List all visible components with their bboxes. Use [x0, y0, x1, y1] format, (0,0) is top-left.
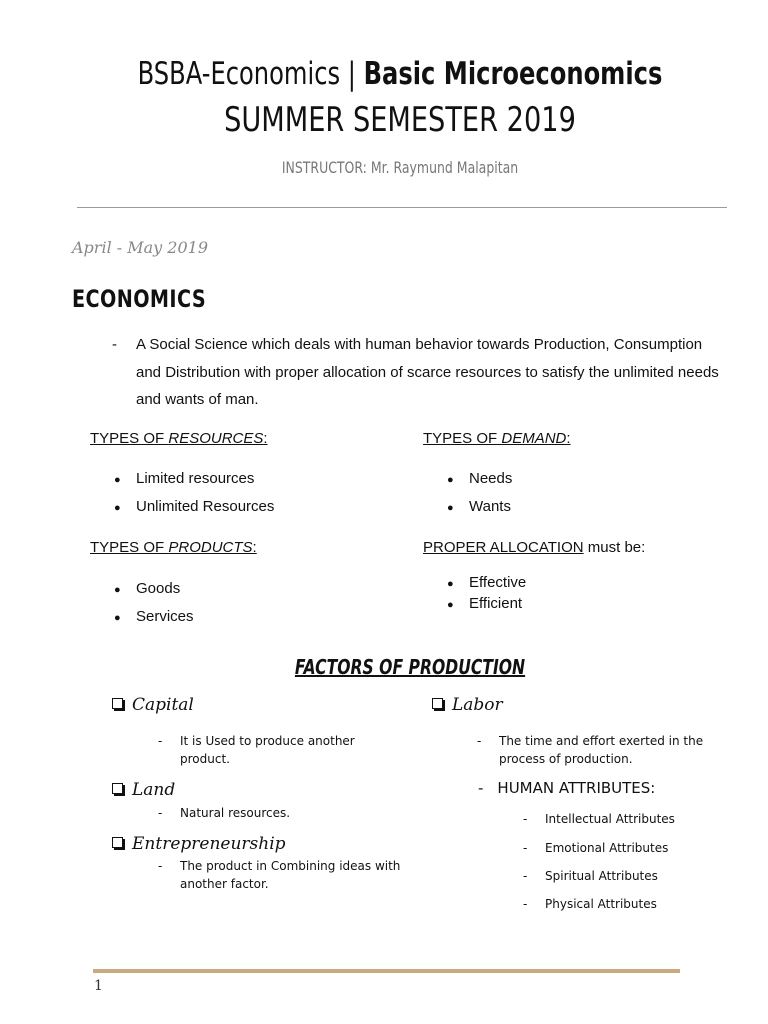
bullet-icon: ● — [114, 612, 121, 624]
bullet-icon: ● — [447, 599, 454, 611]
bullet-icon: ● — [447, 578, 454, 590]
attribute-item — [523, 867, 743, 885]
demand-label-suffix: : — [566, 430, 571, 447]
capital-desc — [158, 732, 398, 768]
course-title-prefix: BSBA-Economics | — [137, 56, 364, 92]
attribute-item — [523, 895, 743, 913]
factor-labor — [432, 695, 503, 715]
header-divider — [77, 207, 727, 208]
allocation-label-underlined: PROPER ALLOCATION — [423, 539, 584, 556]
attr-text: Intellectual Attributes — [545, 812, 675, 826]
allocation-item: Efficient — [469, 595, 523, 612]
attribute-item — [523, 839, 743, 857]
date-range: April - May 2019 — [72, 238, 209, 257]
bullet-icon: ● — [114, 474, 121, 486]
resource-item: Limited resources — [136, 470, 255, 487]
list-item — [447, 595, 523, 612]
bullet-icon: ● — [447, 474, 454, 486]
desc-line: It is Used to produce another — [180, 734, 355, 748]
attr-dash: - — [523, 869, 528, 883]
land-desc — [158, 804, 398, 822]
list-item — [114, 470, 255, 487]
list-item — [447, 498, 511, 515]
demand-item: Wants — [469, 498, 511, 515]
bullet-icon: ● — [114, 502, 121, 514]
desc-line: The product in Combining ideas with — [180, 859, 401, 873]
product-item: Services — [136, 608, 194, 625]
products-label — [90, 539, 257, 556]
attr-dash: - — [523, 897, 528, 911]
definition-text: A Social Science which deals with human behavior towards Production, Consumption and Distribution with proper allocation of scarce resources to satisfy the unlimited needs and wants of man. — [136, 336, 719, 408]
desc-text — [180, 732, 355, 768]
products-label-suffix: : — [252, 539, 257, 556]
factor-capital — [112, 695, 194, 715]
allocation-label-rest: must be: — [583, 539, 646, 556]
course-title — [88, 56, 712, 92]
checkbox-icon — [112, 783, 123, 794]
factor-name: Land — [132, 780, 176, 800]
semester-title: SUMMER SEMESTER 2019 — [224, 100, 576, 140]
desc-text — [180, 857, 400, 893]
desc-text: Natural resources. — [180, 806, 291, 820]
desc-text — [499, 732, 703, 768]
demand-label-prefix: TYPES OF — [423, 430, 502, 447]
page-number: 1 — [94, 978, 103, 994]
attr-dash: - — [523, 841, 528, 855]
definition-dash: - — [112, 336, 117, 353]
desc-line: another factor. — [180, 877, 269, 891]
products-label-em: PRODUCTS — [168, 539, 253, 556]
resources-label-suffix: : — [263, 430, 268, 447]
checkbox-icon — [112, 698, 123, 709]
footer-divider — [93, 969, 680, 973]
list-item — [447, 574, 527, 591]
resource-item: Unlimited Resources — [136, 498, 275, 515]
product-item: Goods — [136, 580, 181, 597]
factor-name: Labor — [452, 695, 503, 715]
list-item — [114, 608, 194, 625]
checkbox-icon — [112, 837, 123, 848]
labor-desc — [477, 732, 737, 768]
list-item — [114, 580, 181, 597]
desc-dash: - — [158, 859, 163, 873]
demand-label — [423, 430, 571, 447]
factor-entrepreneurship — [112, 834, 286, 854]
list-item — [114, 498, 275, 515]
factor-name: Entrepreneurship — [132, 834, 286, 854]
demand-label-em: DEMAND — [501, 430, 567, 447]
desc-line: The time and effort exerted in the — [499, 734, 704, 748]
desc-dash: - — [158, 734, 163, 748]
factor-land — [112, 780, 175, 800]
desc-dash: - — [477, 734, 482, 748]
heading-text: HUMAN ATTRIBUTES: — [497, 779, 656, 797]
attr-text: Spiritual Attributes — [545, 869, 658, 883]
desc-line: process of production. — [499, 752, 633, 766]
entrepreneurship-desc — [158, 857, 418, 893]
factor-name: Capital — [132, 695, 194, 715]
course-title-subject: Basic Microeconomics — [363, 56, 663, 92]
attr-text: Emotional Attributes — [545, 841, 669, 855]
resources-label — [90, 430, 268, 447]
desc-dash: - — [158, 806, 163, 820]
bullet-icon: ● — [114, 584, 121, 596]
resources-label-em: RESOURCES — [168, 430, 264, 447]
list-item — [447, 470, 513, 487]
allocation-label — [423, 539, 645, 556]
desc-line: product. — [180, 752, 230, 766]
bullet-icon: ● — [447, 502, 454, 514]
demand-item: Needs — [469, 470, 513, 487]
economics-heading: ECONOMICS — [72, 285, 207, 313]
resources-label-prefix: TYPES OF — [90, 430, 169, 447]
factors-heading: FACTORS OF PRODUCTION — [294, 655, 526, 679]
heading-dash: - — [478, 779, 484, 797]
instructor-line: INSTRUCTOR: Mr. Raymund Malapitan — [281, 158, 519, 177]
checkbox-icon — [432, 698, 443, 709]
attr-dash: - — [523, 812, 528, 826]
allocation-item: Effective — [469, 574, 527, 591]
human-attributes-heading — [478, 779, 655, 797]
attr-text: Physical Attributes — [545, 897, 657, 911]
products-label-prefix: TYPES OF — [90, 539, 169, 556]
attribute-item — [523, 810, 743, 828]
